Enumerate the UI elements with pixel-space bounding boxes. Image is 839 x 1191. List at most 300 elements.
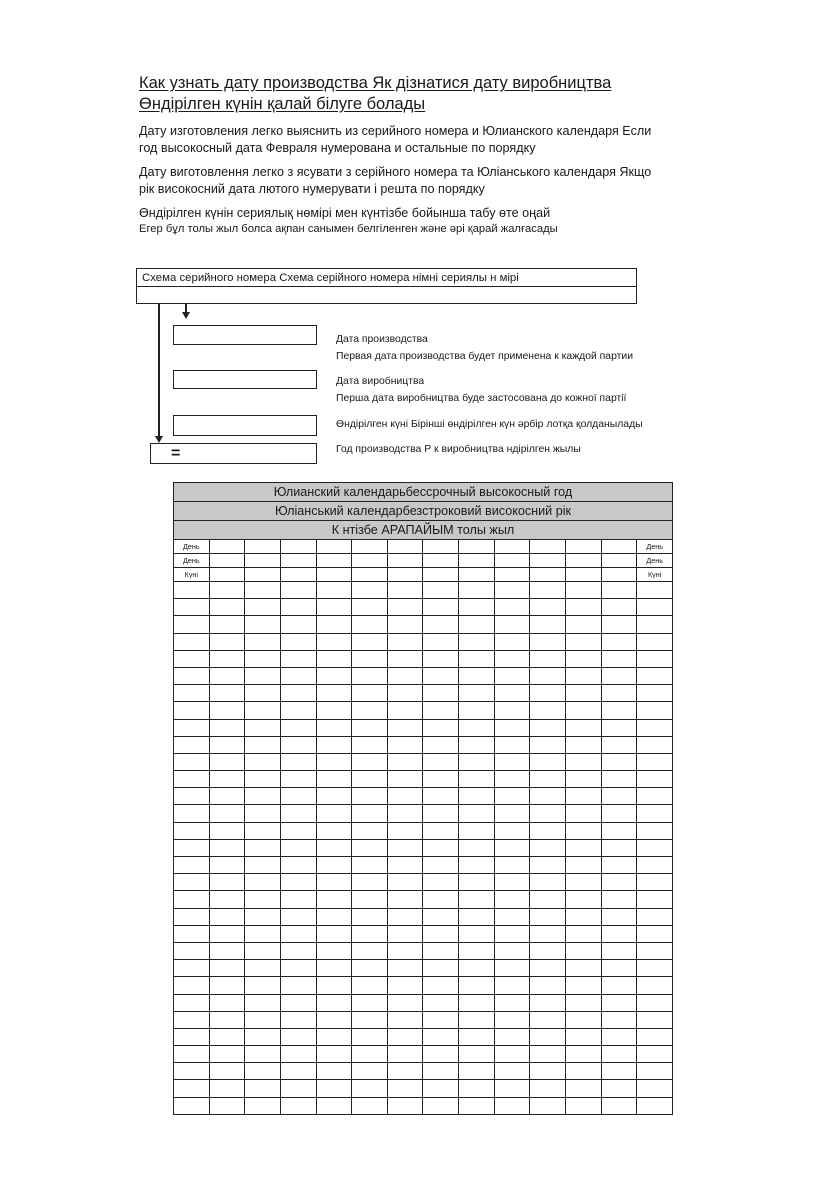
calendar-cell bbox=[637, 685, 673, 702]
calendar-cell bbox=[352, 650, 388, 667]
calendar-cell bbox=[209, 908, 245, 925]
calendar-cell bbox=[316, 805, 352, 822]
calendar-cell bbox=[316, 942, 352, 959]
calendar-cell bbox=[174, 616, 210, 633]
calendar-cell bbox=[566, 667, 602, 684]
calendar-cell bbox=[459, 771, 495, 788]
calendar-cell bbox=[637, 925, 673, 942]
calendar-cell bbox=[530, 925, 566, 942]
calendar-cell bbox=[566, 650, 602, 667]
arrow-down-icon bbox=[155, 436, 163, 443]
calendar-cell bbox=[601, 599, 637, 616]
calendar-cell bbox=[387, 719, 423, 736]
calendar-cell bbox=[316, 839, 352, 856]
calendar-cell bbox=[530, 1063, 566, 1080]
calendar-cell bbox=[494, 891, 530, 908]
calendar-cell bbox=[352, 771, 388, 788]
calendar-cell bbox=[601, 788, 637, 805]
calendar-cell bbox=[530, 736, 566, 753]
calendar-cell bbox=[459, 719, 495, 736]
calendar-cell bbox=[459, 891, 495, 908]
calendar-cell bbox=[174, 736, 210, 753]
calendar-cell bbox=[387, 736, 423, 753]
calendar-cell bbox=[601, 719, 637, 736]
calendar-cell bbox=[209, 633, 245, 650]
year-field-box bbox=[150, 443, 317, 464]
calendar-cell bbox=[245, 857, 281, 874]
calendar-cell bbox=[316, 908, 352, 925]
calendar-cell bbox=[530, 702, 566, 719]
calendar-cell bbox=[174, 1080, 210, 1097]
calendar-cell bbox=[601, 736, 637, 753]
calendar-cell bbox=[566, 822, 602, 839]
day-label-cell: День bbox=[174, 540, 210, 554]
day-label-cell: День bbox=[637, 540, 673, 554]
table-row bbox=[174, 685, 673, 702]
calendar-cell bbox=[566, 925, 602, 942]
table-row bbox=[174, 994, 673, 1011]
calendar-cell bbox=[423, 599, 459, 616]
calendar-cell bbox=[245, 925, 281, 942]
calendar-cell bbox=[316, 582, 352, 599]
calendar-cell bbox=[245, 1011, 281, 1028]
calendar-cell bbox=[637, 805, 673, 822]
calendar-cell bbox=[637, 1097, 673, 1114]
calendar-cell bbox=[637, 857, 673, 874]
calendar-cell bbox=[566, 908, 602, 925]
calendar-cell bbox=[245, 1046, 281, 1063]
calendar-cell bbox=[387, 1080, 423, 1097]
calendar-cell bbox=[352, 633, 388, 650]
long-connector-line bbox=[158, 304, 160, 438]
calendar-cell bbox=[423, 942, 459, 959]
calendar-cell bbox=[423, 1080, 459, 1097]
calendar-cell bbox=[637, 839, 673, 856]
calendar-cell bbox=[209, 925, 245, 942]
calendar-cell bbox=[209, 788, 245, 805]
label-year: Год производства Р к виробництва ндірілген жылы bbox=[336, 444, 581, 455]
calendar-cell bbox=[245, 994, 281, 1011]
arrow-down-icon bbox=[182, 312, 190, 319]
calendar-cell bbox=[637, 822, 673, 839]
calendar-cell bbox=[601, 1011, 637, 1028]
calendar-cell bbox=[174, 1097, 210, 1114]
month-header-cell bbox=[387, 540, 423, 554]
calendar-cell bbox=[601, 891, 637, 908]
calendar-cell bbox=[494, 616, 530, 633]
calendar-cell bbox=[245, 1097, 281, 1114]
calendar-cell bbox=[352, 874, 388, 891]
calendar-cell bbox=[637, 667, 673, 684]
calendar-cell bbox=[494, 925, 530, 942]
calendar-cell bbox=[566, 685, 602, 702]
calendar-cell bbox=[352, 736, 388, 753]
calendar-cell bbox=[530, 788, 566, 805]
calendar-cell bbox=[174, 994, 210, 1011]
calendar-cell bbox=[245, 771, 281, 788]
calendar-cell bbox=[316, 736, 352, 753]
calendar-cell bbox=[387, 582, 423, 599]
calendar-cell bbox=[280, 1080, 316, 1097]
calendar-cell bbox=[494, 753, 530, 770]
label-uk-date: Дата виробництва bbox=[336, 376, 425, 387]
calendar-cell bbox=[245, 1080, 281, 1097]
calendar-cell bbox=[174, 925, 210, 942]
calendar-cell bbox=[352, 994, 388, 1011]
table-row bbox=[174, 857, 673, 874]
calendar-cell bbox=[174, 633, 210, 650]
calendar-cell bbox=[209, 736, 245, 753]
table-row bbox=[174, 753, 673, 770]
calendar-cell bbox=[387, 857, 423, 874]
calendar-cell bbox=[245, 960, 281, 977]
calendar-cell bbox=[174, 1028, 210, 1045]
calendar-cell bbox=[601, 942, 637, 959]
table-row bbox=[174, 942, 673, 959]
calendar-cell bbox=[316, 771, 352, 788]
calendar-cell bbox=[209, 857, 245, 874]
calendar-cell bbox=[352, 1063, 388, 1080]
calendar-cell bbox=[209, 960, 245, 977]
calendar-cell bbox=[352, 942, 388, 959]
month-header-cell bbox=[209, 554, 245, 568]
calendar-cell bbox=[601, 1063, 637, 1080]
calendar-cell bbox=[174, 599, 210, 616]
calendar-cell bbox=[494, 994, 530, 1011]
calendar-cell bbox=[459, 994, 495, 1011]
calendar-cell bbox=[387, 874, 423, 891]
calendar-cell bbox=[601, 1046, 637, 1063]
calendar-cell bbox=[245, 977, 281, 994]
calendar-cell bbox=[601, 753, 637, 770]
month-header-cell bbox=[494, 540, 530, 554]
calendar-cell bbox=[494, 667, 530, 684]
calendar-cell bbox=[174, 805, 210, 822]
calendar-cell bbox=[459, 977, 495, 994]
calendar-cell bbox=[566, 1080, 602, 1097]
paragraph-ru-line-1: Дату изготовления легко выяснить из серийного номера и Юлианского календаря Если bbox=[139, 124, 652, 138]
calendar-cell bbox=[530, 1046, 566, 1063]
calendar-cell bbox=[601, 994, 637, 1011]
calendar-cell bbox=[316, 719, 352, 736]
calendar-cell bbox=[280, 788, 316, 805]
calendar-cell bbox=[352, 908, 388, 925]
calendar-cell bbox=[174, 1046, 210, 1063]
calendar-cell bbox=[601, 925, 637, 942]
calendar-cell bbox=[423, 788, 459, 805]
calendar-cell bbox=[566, 942, 602, 959]
calendar-cell bbox=[566, 1046, 602, 1063]
calendar-cell bbox=[280, 925, 316, 942]
calendar-cell bbox=[245, 582, 281, 599]
calendar-cell bbox=[494, 839, 530, 856]
calendar-cell bbox=[459, 1097, 495, 1114]
calendar-cell bbox=[637, 942, 673, 959]
calendar-cell bbox=[280, 685, 316, 702]
calendar-cell bbox=[316, 667, 352, 684]
calendar-cell bbox=[494, 1063, 530, 1080]
serial-scheme-header: Схема серийного номера Схема серійного номера німні сериялы н мірі bbox=[137, 269, 636, 287]
calendar-cell bbox=[316, 650, 352, 667]
date-field-box-1 bbox=[173, 325, 317, 345]
calendar-cell bbox=[387, 788, 423, 805]
calendar-cell bbox=[494, 633, 530, 650]
month-header-cell bbox=[316, 554, 352, 568]
calendar-cell bbox=[280, 599, 316, 616]
calendar-cell bbox=[245, 805, 281, 822]
calendar-cell bbox=[566, 805, 602, 822]
calendar-cell bbox=[637, 616, 673, 633]
month-header-cell bbox=[601, 568, 637, 582]
calendar-cell bbox=[530, 633, 566, 650]
calendar-cell bbox=[280, 891, 316, 908]
calendar-cell bbox=[352, 702, 388, 719]
calendar-cell bbox=[423, 874, 459, 891]
table-row bbox=[174, 736, 673, 753]
calendar-cell bbox=[530, 960, 566, 977]
table-row bbox=[174, 719, 673, 736]
calendar-cell bbox=[423, 685, 459, 702]
calendar-cell bbox=[280, 702, 316, 719]
calendar-cell bbox=[459, 788, 495, 805]
calendar-cell bbox=[530, 753, 566, 770]
calendar-cell bbox=[601, 960, 637, 977]
calendar-cell bbox=[209, 874, 245, 891]
calendar-title-uk: Юліанський календарбезстроковий високосний рік bbox=[174, 502, 673, 521]
calendar-cell bbox=[494, 857, 530, 874]
calendar-cell bbox=[280, 1063, 316, 1080]
calendar-cell bbox=[637, 908, 673, 925]
calendar-cell bbox=[174, 685, 210, 702]
calendar-cell bbox=[566, 702, 602, 719]
label-kk-date: Өндірілген күні Бірінші өндірілген күн әрбір лотқа қолданылады bbox=[336, 419, 643, 430]
calendar-cell bbox=[637, 1080, 673, 1097]
calendar-cell bbox=[423, 857, 459, 874]
calendar-cell bbox=[209, 771, 245, 788]
calendar-cell bbox=[530, 857, 566, 874]
calendar-cell bbox=[209, 702, 245, 719]
calendar-cell bbox=[601, 977, 637, 994]
calendar-cell bbox=[530, 1097, 566, 1114]
table-row bbox=[174, 925, 673, 942]
calendar-cell bbox=[316, 1080, 352, 1097]
calendar-cell bbox=[280, 1028, 316, 1045]
calendar-cell bbox=[280, 633, 316, 650]
calendar-cell bbox=[459, 667, 495, 684]
calendar-cell bbox=[316, 1046, 352, 1063]
calendar-cell bbox=[459, 650, 495, 667]
calendar-cell bbox=[352, 1011, 388, 1028]
calendar-cell bbox=[601, 667, 637, 684]
calendar-cell bbox=[352, 582, 388, 599]
calendar-cell bbox=[316, 891, 352, 908]
table-row bbox=[174, 633, 673, 650]
paragraph-uk-line-1: Дату виготовлення легко з ясувати з серійного номера та Юліанського календаря Якщо bbox=[139, 165, 652, 179]
calendar-cell bbox=[601, 839, 637, 856]
calendar-cell bbox=[387, 805, 423, 822]
equals-symbol: = bbox=[171, 445, 181, 462]
calendar-cell bbox=[209, 805, 245, 822]
calendar-cell bbox=[387, 942, 423, 959]
calendar-cell bbox=[352, 839, 388, 856]
calendar-cell bbox=[209, 753, 245, 770]
table-row bbox=[174, 1011, 673, 1028]
calendar-cell bbox=[387, 650, 423, 667]
calendar-cell bbox=[601, 822, 637, 839]
calendar-cell bbox=[530, 908, 566, 925]
calendar-cell bbox=[459, 942, 495, 959]
calendar-cell bbox=[494, 771, 530, 788]
calendar-cell bbox=[459, 839, 495, 856]
calendar-cell bbox=[566, 1011, 602, 1028]
calendar-cell bbox=[423, 994, 459, 1011]
calendar-cell bbox=[566, 788, 602, 805]
calendar-cell bbox=[637, 702, 673, 719]
calendar-cell bbox=[352, 977, 388, 994]
calendar-cell bbox=[316, 925, 352, 942]
calendar-cell bbox=[280, 616, 316, 633]
calendar-cell bbox=[352, 960, 388, 977]
calendar-cell bbox=[387, 771, 423, 788]
calendar-cell bbox=[566, 891, 602, 908]
month-header-cell bbox=[316, 540, 352, 554]
calendar-cell bbox=[459, 1011, 495, 1028]
calendar-cell bbox=[280, 753, 316, 770]
calendar-cell bbox=[566, 857, 602, 874]
month-header-cell bbox=[387, 554, 423, 568]
month-header-cell bbox=[209, 540, 245, 554]
calendar-cell bbox=[316, 1063, 352, 1080]
calendar-cell bbox=[174, 650, 210, 667]
calendar-cell bbox=[423, 650, 459, 667]
month-header-cell bbox=[601, 540, 637, 554]
table-row bbox=[174, 839, 673, 856]
calendar-cell bbox=[352, 1046, 388, 1063]
calendar-cell bbox=[352, 719, 388, 736]
table-row bbox=[174, 616, 673, 633]
calendar-title-ru: Юлианский календарьбессрочный высокосный год bbox=[174, 483, 673, 502]
calendar-cell bbox=[209, 1028, 245, 1045]
table-row bbox=[174, 1046, 673, 1063]
calendar-cell bbox=[245, 685, 281, 702]
calendar-cell bbox=[530, 771, 566, 788]
calendar-cell bbox=[245, 1063, 281, 1080]
table-row bbox=[174, 874, 673, 891]
calendar-cell bbox=[423, 822, 459, 839]
calendar-cell bbox=[245, 599, 281, 616]
calendar-cell bbox=[423, 1097, 459, 1114]
calendar-cell bbox=[423, 771, 459, 788]
calendar-cell bbox=[387, 977, 423, 994]
calendar-cell bbox=[423, 839, 459, 856]
calendar-cell bbox=[423, 977, 459, 994]
month-header-cell bbox=[245, 554, 281, 568]
calendar-cell bbox=[316, 977, 352, 994]
calendar-cell bbox=[387, 1046, 423, 1063]
calendar-cell bbox=[566, 994, 602, 1011]
calendar-cell bbox=[209, 582, 245, 599]
calendar-cell bbox=[601, 908, 637, 925]
calendar-cell bbox=[459, 1046, 495, 1063]
calendar-cell bbox=[637, 891, 673, 908]
label-ru-desc: Первая дата производства будет применена к каждой партии bbox=[336, 351, 633, 362]
calendar-cell bbox=[316, 1028, 352, 1045]
calendar-cell bbox=[387, 822, 423, 839]
month-header-cell bbox=[530, 540, 566, 554]
calendar-cell bbox=[601, 685, 637, 702]
calendar-cell bbox=[494, 650, 530, 667]
calendar-cell bbox=[174, 822, 210, 839]
calendar-cell bbox=[352, 685, 388, 702]
calendar-cell bbox=[566, 839, 602, 856]
calendar-cell bbox=[601, 633, 637, 650]
calendar-cell bbox=[637, 650, 673, 667]
calendar-cell bbox=[601, 874, 637, 891]
calendar-cell bbox=[280, 822, 316, 839]
calendar-cell bbox=[209, 719, 245, 736]
calendar-cell bbox=[316, 1097, 352, 1114]
calendar-cell bbox=[352, 788, 388, 805]
calendar-cell bbox=[245, 891, 281, 908]
calendar-cell bbox=[387, 616, 423, 633]
month-header-cell bbox=[566, 554, 602, 568]
calendar-cell bbox=[637, 771, 673, 788]
calendar-cell bbox=[209, 1080, 245, 1097]
calendar-cell bbox=[530, 719, 566, 736]
calendar-cell bbox=[352, 753, 388, 770]
calendar-cell bbox=[352, 822, 388, 839]
calendar-cell bbox=[530, 977, 566, 994]
calendar-cell bbox=[601, 771, 637, 788]
calendar-cell bbox=[494, 960, 530, 977]
calendar-cell bbox=[209, 616, 245, 633]
calendar-cell bbox=[637, 633, 673, 650]
calendar-cell bbox=[174, 582, 210, 599]
calendar-cell bbox=[316, 616, 352, 633]
calendar-cell bbox=[601, 857, 637, 874]
calendar-cell bbox=[316, 857, 352, 874]
calendar-cell bbox=[174, 788, 210, 805]
calendar-cell bbox=[423, 753, 459, 770]
calendar-cell bbox=[245, 616, 281, 633]
table-row bbox=[174, 1063, 673, 1080]
calendar-cell bbox=[174, 977, 210, 994]
calendar-cell bbox=[637, 994, 673, 1011]
calendar-cell bbox=[494, 736, 530, 753]
calendar-title-kk: К нтізбе АРАПАЙЫМ толы жыл bbox=[174, 521, 673, 540]
calendar-cell bbox=[423, 1011, 459, 1028]
calendar-cell bbox=[280, 839, 316, 856]
month-header-cell bbox=[459, 568, 495, 582]
calendar-cell bbox=[494, 685, 530, 702]
calendar-cell bbox=[209, 994, 245, 1011]
calendar-cell bbox=[316, 822, 352, 839]
calendar-cell bbox=[459, 925, 495, 942]
calendar-cell bbox=[423, 719, 459, 736]
calendar-cell bbox=[387, 960, 423, 977]
table-row bbox=[174, 1080, 673, 1097]
month-header-cell bbox=[459, 540, 495, 554]
calendar-cell bbox=[601, 650, 637, 667]
month-header-cell bbox=[459, 554, 495, 568]
calendar-cell bbox=[494, 1011, 530, 1028]
calendar-cell bbox=[245, 942, 281, 959]
calendar-cell bbox=[387, 1028, 423, 1045]
calendar-cell bbox=[174, 942, 210, 959]
calendar-cell bbox=[387, 994, 423, 1011]
table-row bbox=[174, 650, 673, 667]
calendar-cell bbox=[174, 1011, 210, 1028]
